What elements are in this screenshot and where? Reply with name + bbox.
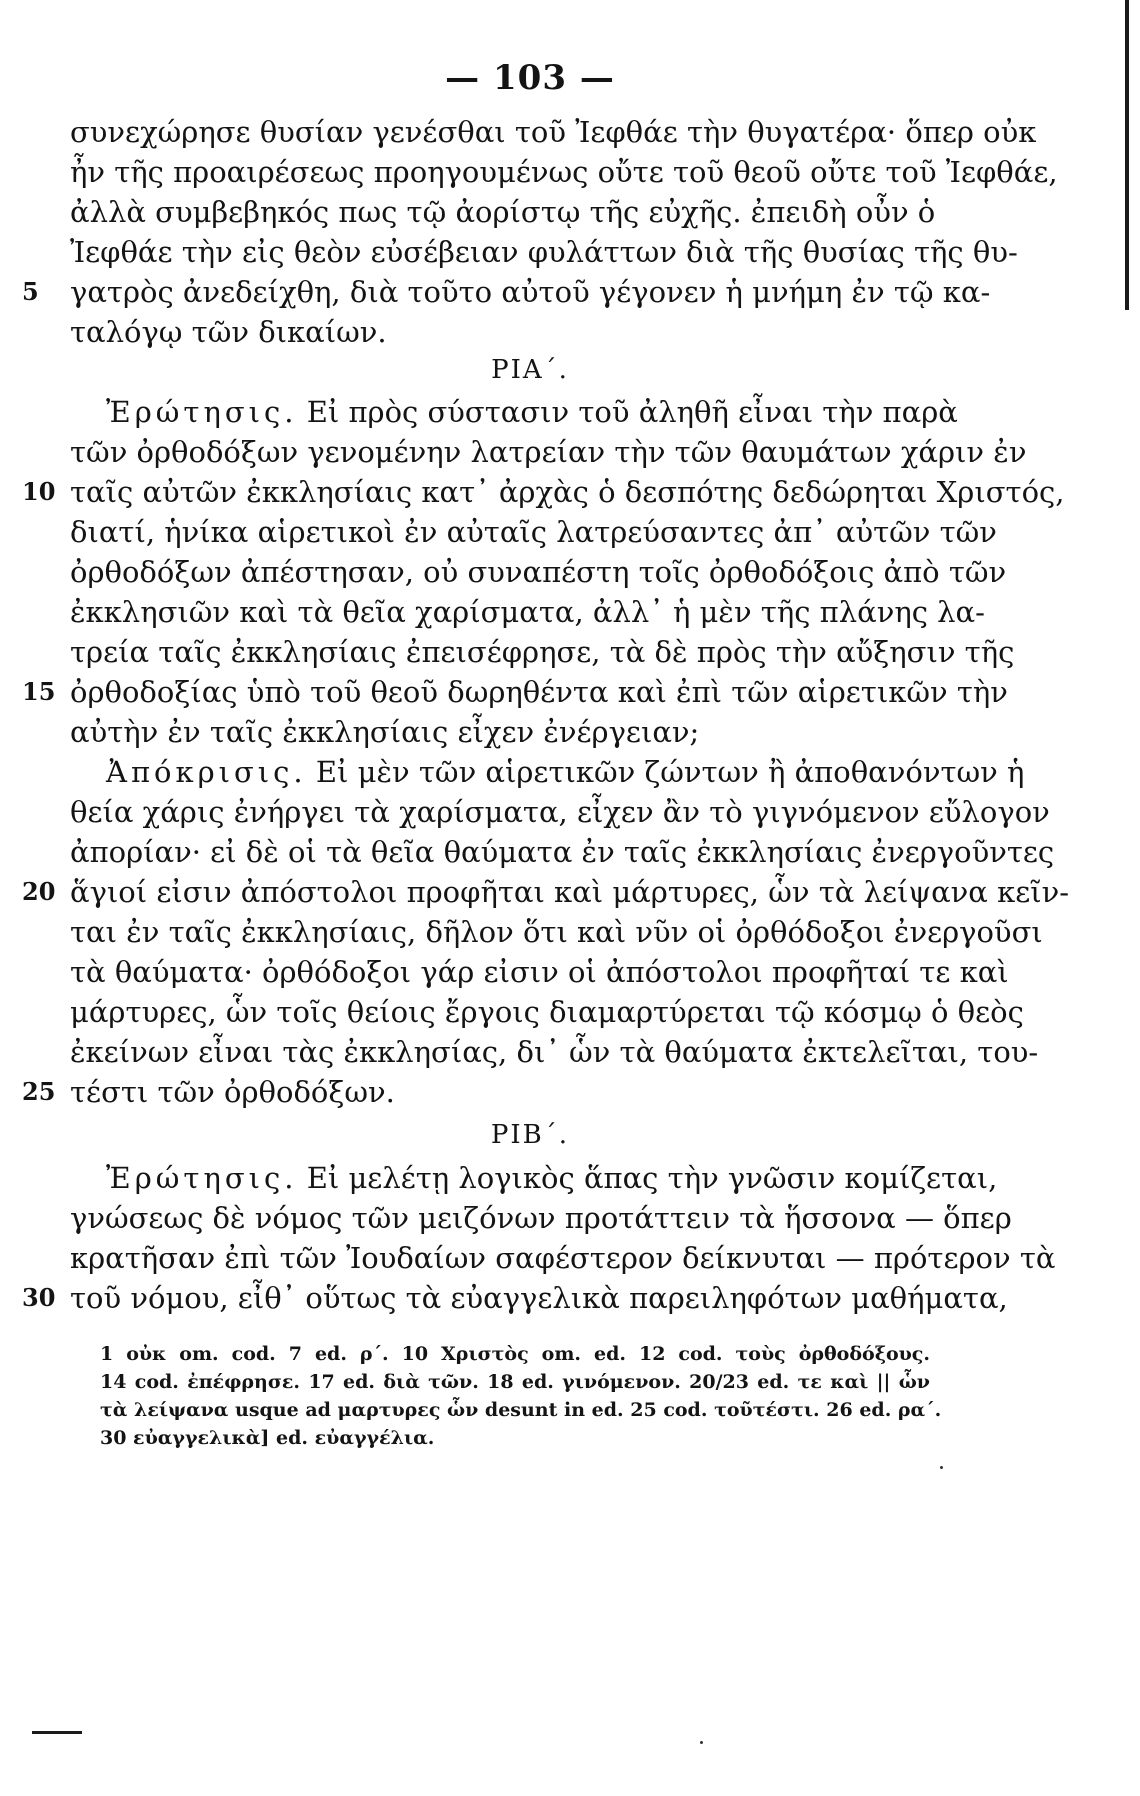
line-number: 20 (22, 877, 56, 906)
page-number: — 103 — (445, 58, 615, 98)
text-line: ὀρθοδοξίας ὑπὸ τοῦ θεοῦ δωρηθέντα καὶ ἐπὶ τῶν αἱρετικῶν τὴν (70, 675, 1008, 709)
footnote-line: 14 cod. ἐπέφρησε. 17 ed. διὰ τῶν. 18 ed. γινόμενον. 20/23 ed. τε καὶ || ὧν (100, 1371, 930, 1393)
text-line: γατρὸς ἀνεδείχθη, διὰ τοῦτο αὐτοῦ γέγονεν ἡ μνήμη ἐν τῷ κα- (70, 275, 991, 309)
text-line: ἅγιοί εἰσιν ἀπόστολοι προφῆται καὶ μάρτυρες, ὧν τὰ λείψανα κεῖν- (70, 875, 1070, 909)
text-line: θεία χάρις ἐνήργει τὰ χαρίσματα, εἶχεν ἂν τὸ γιγνόμενον εὔλογον (70, 795, 1050, 829)
line-number: 10 (22, 477, 56, 506)
text-line (106, 752, 1025, 792)
text-line: τρεία ταῖς ἐκκλησίαις ἐπεισέφρησε, τὰ δὲ πρὸς τὴν αὔξησιν τῆς (70, 635, 1015, 669)
text-line: γνώσεως δὲ νόμος τῶν μειζόνων προτάττειν τὰ ἥσσονα — ὅπερ (70, 1201, 1012, 1235)
text-line: μάρτυρες, ὧν τοῖς θείοις ἔργοις διαμαρτύρεται τῷ κόσμῳ ὁ θεὸς (70, 995, 1024, 1029)
text-line: ταῖς αὐτῶν ἐκκλησίαις κατ᾿ ἀρχὰς ὁ δεσπότης δεδώρηται Χριστός, (70, 475, 1065, 509)
text-line: τοῦ νόμου, εἶθ᾿ οὕτως τὰ εὐαγγελικὰ παρειληφότων μαθήματα, (70, 1281, 1008, 1315)
text-line: τέστι τῶν ὀρθοδόξων. (70, 1075, 395, 1109)
scan-edge-rule (1125, 0, 1129, 310)
text-span: Εἰ πρὸς σύστασιν τοῦ ἀληθῆ εἶναι τὴν παρὰ (306, 395, 958, 429)
question-label: Ἐρώτησις. (106, 1161, 298, 1195)
text-line: συνεχώρησε θυσίαν γενέσθαι τοῦ Ἰεφθάε τὴν θυγατέρα· ὅπερ οὐκ (70, 115, 1037, 149)
answer-label: Ἀπόκρισις. (106, 755, 307, 789)
text-line: κρατῆσαν ἐπὶ τῶν Ἰουδαίων σαφέστερον δείκνυται — πρότερον τὰ (70, 1241, 1056, 1275)
text-line: Ἰεφθάε τὴν εἰς θεὸν εὐσέβειαν φυλάττων διὰ τῆς θυσίας τῆς θυ- (70, 235, 1018, 269)
scan-edge-mark (32, 1731, 82, 1734)
text-line: ται ἐν ταῖς ἐκκλησίαις, δῆλον ὅτι καὶ νῦν οἱ ὀρθόδοξοι ἐνεργοῦσι (70, 915, 1043, 949)
text-line: ἐκείνων εἶναι τὰς ἐκκλησίας, δι᾿ ὧν τὰ θαύματα ἐκτελεῖται, του- (70, 1035, 1039, 1069)
text-line: ὀρθοδόξων ἀπέστησαν, οὐ συναπέστη τοῖς ὀρθοδόξοις ἀπὸ τῶν (70, 555, 1007, 589)
text-line: ταλόγῳ τῶν δικαίων. (70, 315, 387, 349)
text-line: αὐτὴν ἐν ταῖς ἐκκλησίαις εἶχεν ἐνέργειαν; (70, 715, 700, 749)
scan-speck (700, 1741, 703, 1744)
section-heading: ΡΙΑ΄. (491, 355, 569, 385)
text-line: ἀπορίαν· εἰ δὲ οἱ τὰ θεῖα θαύματα ἐν ταῖς ἐκκλησίαις ἐνεργοῦντες (70, 835, 1055, 869)
text-line: διατί, ἡνίκα αἱρετικοὶ ἐν αὐταῖς λατρεύσαντες ἀπ᾿ αὐτῶν τῶν (70, 515, 997, 549)
scan-speck (940, 1466, 943, 1469)
text-span: Εἰ μὲν τῶν αἱρετικῶν ζώντων ἢ ἀποθανόντων ἡ (315, 755, 1025, 789)
text-line: ἀλλὰ συμβεβηκός πως τῷ ἀορίστῳ τῆς εὐχῆς. ἐπειδὴ οὖν ὁ (70, 195, 936, 229)
text-line: ἐκκλησιῶν καὶ τὰ θεῖα χαρίσματα, ἀλλ᾿ ἡ μὲν τῆς πλάνης λα- (70, 595, 985, 629)
text-line: τὰ θαύματα· ὀρθόδοξοι γάρ εἰσιν οἱ ἀπόστολοι προφῆταί τε καὶ (70, 955, 1009, 989)
text-line (106, 1158, 998, 1198)
text-line: ἦν τῆς προαιρέσεως προηγουμένως οὔτε τοῦ θεοῦ οὔτε τοῦ Ἰεφθάε, (70, 155, 1058, 189)
text-line (106, 392, 958, 432)
question-label: Ἐρώτησις. (106, 395, 298, 429)
footnote-line: 1 οὐκ om. cod. 7 ed. ρ΄. 10 Χριστὸς om. ed. 12 cod. τοὺς ὀρθοδόξους. (100, 1343, 930, 1365)
line-number: 30 (22, 1283, 56, 1312)
section-heading: ΡΙΒ΄. (490, 1120, 570, 1150)
footnote-line: τὰ λείψανα usque ad μαρτυρες ὧν desunt in ed. 25 cod. τοῦτέστι. 26 ed. ρα΄. (100, 1399, 942, 1421)
line-number: 5 (22, 277, 39, 306)
line-number: 15 (22, 677, 56, 706)
text-line: τῶν ὀρθοδόξων γενομένην λατρείαν τὴν τῶν θαυμάτων χάριν ἐν (70, 435, 1027, 469)
text-span: Εἰ μελέτῃ λογικὸς ἅπας τὴν γνῶσιν κομίζεται, (306, 1161, 998, 1195)
footnote-line: 30 εὐαγγελικὰ] ed. εὐαγγέλια. (100, 1427, 435, 1449)
line-number: 25 (22, 1077, 56, 1106)
